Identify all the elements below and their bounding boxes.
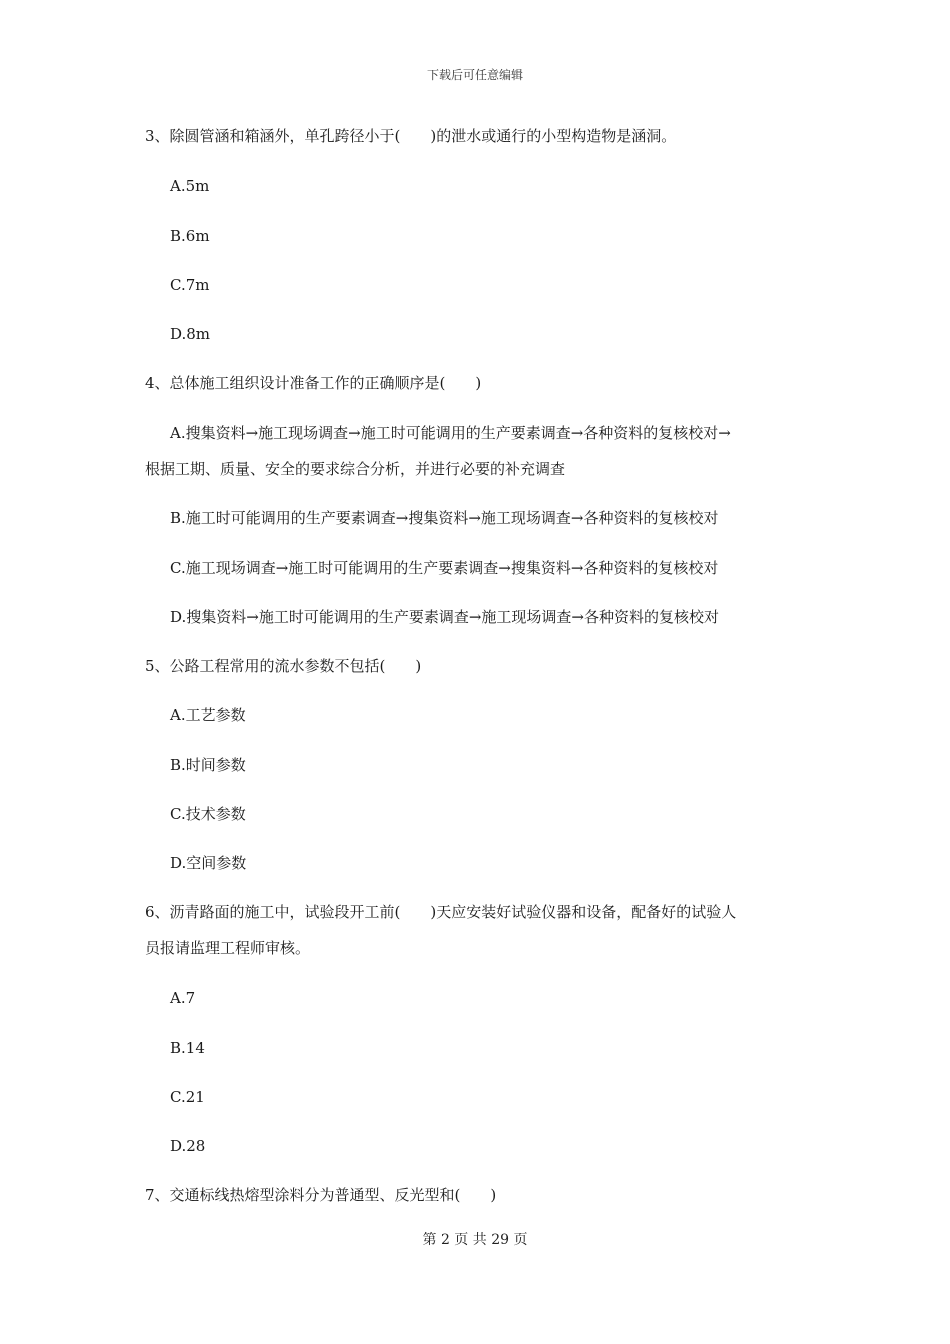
question-6: 6、沥青路面的施工中，试验段开工前( )天应安装好试验仪器和设备，配备好的试验人 [145,903,737,921]
question-5-option-b: B.时间参数 [170,756,246,774]
question-6-continued: 员报请监理工程师审核。 [145,939,311,957]
question-7: 7、交通标线热熔型涂料分为普通型、反光型和( ) [145,1186,497,1204]
question-5-option-c: C.技术参数 [170,805,246,823]
question-4-option-d: D.搜集资料→施工时可能调用的生产要素调查→施工现场调查→各种资料的复核校对 [170,608,719,626]
question-4-option-b: B.施工时可能调用的生产要素调查→搜集资料→施工现场调查→各种资料的复核校对 [170,509,719,527]
question-3: 3、除圆管涵和箱涵外，单孔跨径小于( )的泄水或通行的小型构造物是涵洞。 [145,127,677,145]
question-6-option-a: A.7 [170,989,196,1007]
question-4-option-a: A.搜集资料→施工现场调查→施工时可能调用的生产要素调查→各种资料的复核校对→ [170,424,731,442]
question-4-option-c: C.施工现场调查→施工时可能调用的生产要素调查→搜集资料→各种资料的复核校对 [170,559,719,577]
question-4: 4、总体施工组织设计准备工作的正确顺序是( ) [145,374,482,392]
question-3-option-a: A.5m [170,177,210,195]
question-5: 5、公路工程常用的流水参数不包括( ) [145,657,422,675]
question-5-option-a: A.工艺参数 [170,706,246,724]
question-4-option-a-continued: 根据工期、质量、安全的要求综合分析，并进行必要的补充调查 [145,460,566,478]
question-6-option-c: C.21 [170,1088,205,1106]
question-3-option-d: D.8m [170,325,211,343]
question-6-option-d: D.28 [170,1137,206,1155]
page-footer: 第 2 页 共 29 页 [422,1232,528,1248]
question-3-option-b: B.6m [170,227,210,245]
page-header: 下载后可任意编辑 [426,68,523,82]
question-3-option-c: C.7m [170,276,210,294]
question-5-option-d: D.空间参数 [170,854,247,872]
question-6-option-b: B.14 [170,1039,205,1057]
